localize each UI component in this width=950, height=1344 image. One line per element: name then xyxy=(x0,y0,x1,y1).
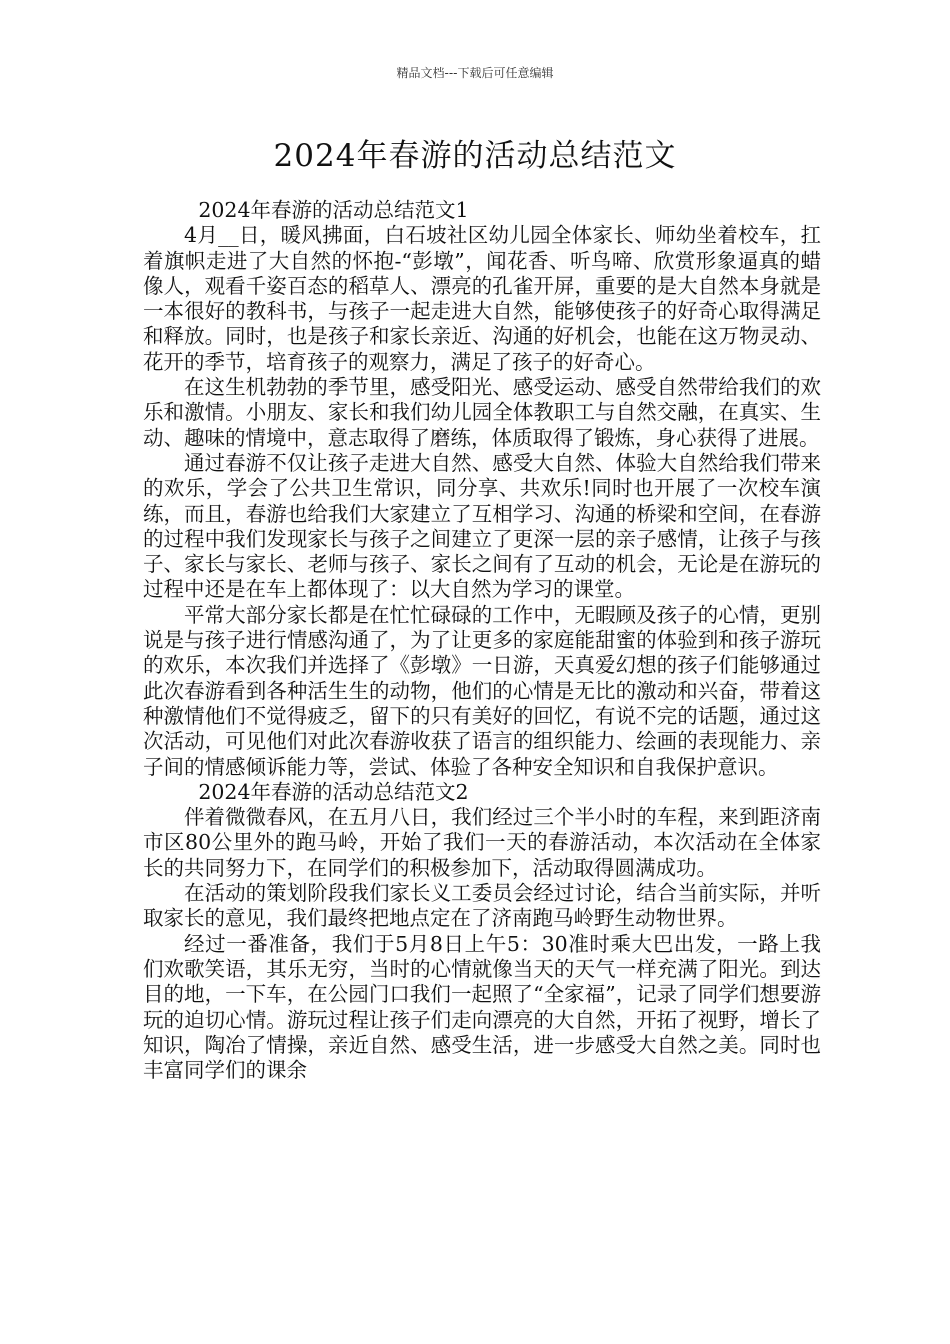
section-heading-1: 2024年春游的活动总结范文1 xyxy=(198,198,469,222)
paragraph: 通过春游不仅让孩子走进大自然、感受大自然、体验大自然给我们带来的欢乐，学会了公共卫生常识，同分享、共欢乐!同时也开展了一次校车演练，而且，春游也给我们大家建立了互相学习、沟通的桥梁和空间，在春游的过程中我们发现家长与孩子之间建立了更深一层的亲子感情，让孩子与孩子、家长与家长、老师与孩子、家长之间有了互动的机会，无论是在游玩的过程中还是在车上都体现了：以大自然为学习的课堂。 xyxy=(143,450,821,602)
paragraph: 伴着微微春风，在五月八日，我们经过三个半小时的车程，来到距济南市区80公里外的跑马岭，开始了我们一天的春游活动，本次活动在全体家长的共同努力下，在同学们的积极参加下，活动取得圆满成功。 xyxy=(143,805,821,880)
document-body xyxy=(143,198,821,1083)
paragraph: 在这生机勃勃的季节里，感受阳光、感受运动、感受自然带给我们的欢乐和激情。小朋友、家长和我们幼儿园全体教职工与自然交融，在真实、生动、趣味的情境中，意志取得了磨练，体质取得了锻炼，身心获得了进展。 xyxy=(143,375,821,450)
paragraph: 经过一番准备，我们于5月8日上午5：30准时乘大巴出发，一路上我们欢歌笑语，其乐无穷，当时的心情就像当天的天气一样充满了阳光。到达目的地，一下车，在公园门口我们一起照了“全家福”，记录了同学们想要游玩的迫切心情。游玩过程让孩子们走向漂亮的大自然，开拓了视野，增长了知识，陶冶了情操，亲近自然、感受生活，进一步感受大自然之美。同时也丰富同学们的课余 xyxy=(143,931,821,1083)
paragraph: 在活动的策划阶段我们家长义工委员会经过讨论，结合当前实际，并听取家长的意见，我们最终把地点定在了济南跑马岭野生动物世界。 xyxy=(143,881,821,931)
document-title: 2024年春游的活动总结范文 xyxy=(273,138,677,174)
paragraph: 平常大部分家长都是在忙忙碌碌的工作中，无暇顾及孩子的心情，更别说是与孩子进行情感沟通了，为了让更多的家庭能甜蜜的体验到和孩子游玩的欢乐，本次我们并选择了《彭墩》一日游，天真爱幻想的孩子们能够通过此次春游看到各种活生生的动物，他们的心情是无比的激动和兴奋，带着这种激情他们不觉得疲乏，留下的只有美好的回忆，有说不完的话题，通过这次活动，可见他们对此次春游收获了语言的组织能力、绘画的表现能力、亲子间的情感倾诉能力等，尝试、体验了各种安全知识和自我保护意识。 xyxy=(143,602,821,779)
header-note: 精品文档---下载后可任意编辑 xyxy=(396,66,554,80)
section-heading-2: 2024年春游的活动总结范文2 xyxy=(198,779,469,804)
paragraph: 4月__日，暖风拂面，白石坡社区幼儿园全体家长、师幼坐着校车，扛着旗帜走进了大自然的怀抱-“彭墩”，闻花香、听鸟啼、欣赏形象逼真的蜡像人，观看千姿百态的稻草人、漂亮的孔雀开屏，重要的是大自然本身就是一本很好的教科书，与孩子一起走进大自然，能够使孩子的好奇心取得满足和释放。同时，也是孩子和家长亲近、沟通的好机会，也能在这万物灵动、花开的季节，培育孩子的观察力，满足了孩子的好奇心。 xyxy=(143,223,821,374)
